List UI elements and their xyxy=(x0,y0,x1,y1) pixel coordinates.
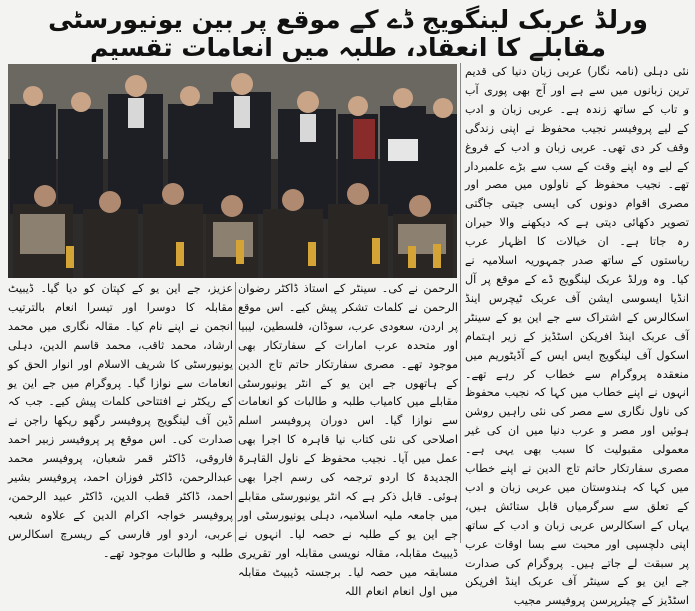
column-right xyxy=(465,63,689,608)
column-middle-text: الرحمن نے کی۔ سینٹر کے استاذ ڈاکٹر رضوان الرحمن نے کلمات تشکر پیش کیے۔ اس موقع پر اردن، سعودی عرب، سوڈان، فلسطین، لیبیا اور متحدہ عرب امارات کے سفارتکار بھی موجود تھے۔ مصری سفارتکار حاتم تاج الدین کے ہاتھوں جے این یو کے انٹر یونیورسٹی مقابلے میں کامیاب طلبہ و طالبات کو انعامات سے نوازا گیا۔ اس دوران پروفیسر اسلم اصلاحی کی نئی کتاب نیا قاہرہ کا اجرا بھی عمل میں آیا۔ نجیب محفوظ کے ناول القاہرۃ الجدیدۃ کا اردو ترجمہ کی رسم اجرا بھی ہوئی۔ قابل ذکر ہے کہ انٹر یونیورسٹی مقابلے میں جامعہ ملیہ اسلامیہ، دہلی یونیورسٹی اور جے این یو کے طلبہ نے حصہ لیا۔ انہوں نے ڈیبیٹ مقابلہ، مقالہ نویسی مقابلہ اور تقریری مسابقہ میں حصہ لیا۔ برجستہ ڈیبیٹ مقابلہ میں اول انعام انعام اللہ xyxy=(238,282,458,598)
event-photo xyxy=(8,64,457,278)
column-divider xyxy=(235,282,236,542)
column-divider xyxy=(460,63,461,543)
headline: ورلڈ عربک لینگویج ڈے کے موقع پر بین یونیورسٹی مقابلے کا انعقاد، طلبہ میں انعامات تقسیم xyxy=(48,5,648,62)
column-left-text: عزیز، جے این یو کے کپتان کو دیا گیا۔ ڈیبیٹ مقابلہ کا دوسرا اور تیسرا انعام بالترتیب انجمن نے اپنے نام کیا۔ مقالہ نگاری میں محمد ارشاد، محمد ثاقب، محمد قاسم الدین، دہلی یونیورسٹی کا شریف الاسلام اور انوار الحق کو انعامات سے نوازا گیا۔ پروگرام میں جے این یو کے ریکٹر نے افتتاحی کلمات پیش کیے۔ جب کہ ڈین آف لینگویج پروفیسر رگھو ریکھا راجن نے صدارت کی۔ اس موقع پر پروفیسر زبیر احمد فاروقی، ڈاکٹر قمر شعبان، پروفیسر محمد عبدالرحمن، ڈاکٹر فوزان احمد، پروفیسر بشیر احمد، ڈاکٹر قطب الدین، ڈاکٹر عبید الرحمن، پروفیسر خواجہ اکرام الدین کے علاوہ شعبہ عربی، اردو اور فارسی کے ریسرچ اسکالرس طلبہ و طالبات موجود تھے۔ xyxy=(8,282,233,560)
column-left xyxy=(8,280,233,560)
column-middle xyxy=(238,280,458,598)
column-right-text: نئی دہلی (نامہ نگار) عربی زبان دنیا کی قدیم ترین زبانوں میں سے ہے اور آج بھی پوری آب و تاب کے ساتھ زندہ ہے۔ عربی زبان و ادب کے لیے پروفیسر نجیب محفوظ نے اپنی زندگی وقف کر دی تھی۔ عربی زبان و ادب کے فروغ کے لیے وہ اپنے وقت کے سب سے بڑے علمبردار تھے۔ نجیب محفوظ کے ناولوں میں مصر اور مصری اقوام دونوں کی ایسی جیتی جاگتی تصویر دکھائی دیتی ہے کہ دیکھنے والا حیران رہ جاتا ہے۔ ان خیالات کا اظہار عرب ریاستوں کے ساتھ صدر جمہوریہ اسلامیہ نے کیا۔ وہ ورلڈ عربک لینگویج ڈے کے موقع پر آل انڈیا ایسوسی ایشن آف عربک ٹیچرس اینڈ اسکالرس کے اشتراک سے جے این یو کے سینٹر آف عربک اینڈ افریکن اسٹڈیز کے زیر اہتمام اسکول آف لینگویج ایس ایس کے آڈیٹوریم میں منعقدہ پروگرام سے خطاب کر رہے تھے۔ انہوں نے اپنے خطاب میں کہا کہ نجیب محفوظ کی ناول نگاری سے مصر کی نئی راہیں روشن ہوئیں اور مصر و عرب دنیا میں ان کی غیر معمولی مقبولیت کا سبب بھی یہی ہے۔ مصری سفارتکار حاتم تاج الدین نے اپنے خطاب میں کہا کہ ہندوستان میں عربی زبان و ادب کے تعلق سے سرگرمیاں قابل ستائش ہیں، یہاں کے اسکالرس عربی زبان و ادب کے ساتھ اپنی دلچسپی اور محبت سے بسا اوقات عرب پر سبقت لے جاتے ہیں۔ پروگرام کی صدارت جے این یو کے سینٹر آف عربک اینڈ افریکن اسٹڈیز کے چیئرپرسن پروفیسر مجیب xyxy=(465,65,689,608)
